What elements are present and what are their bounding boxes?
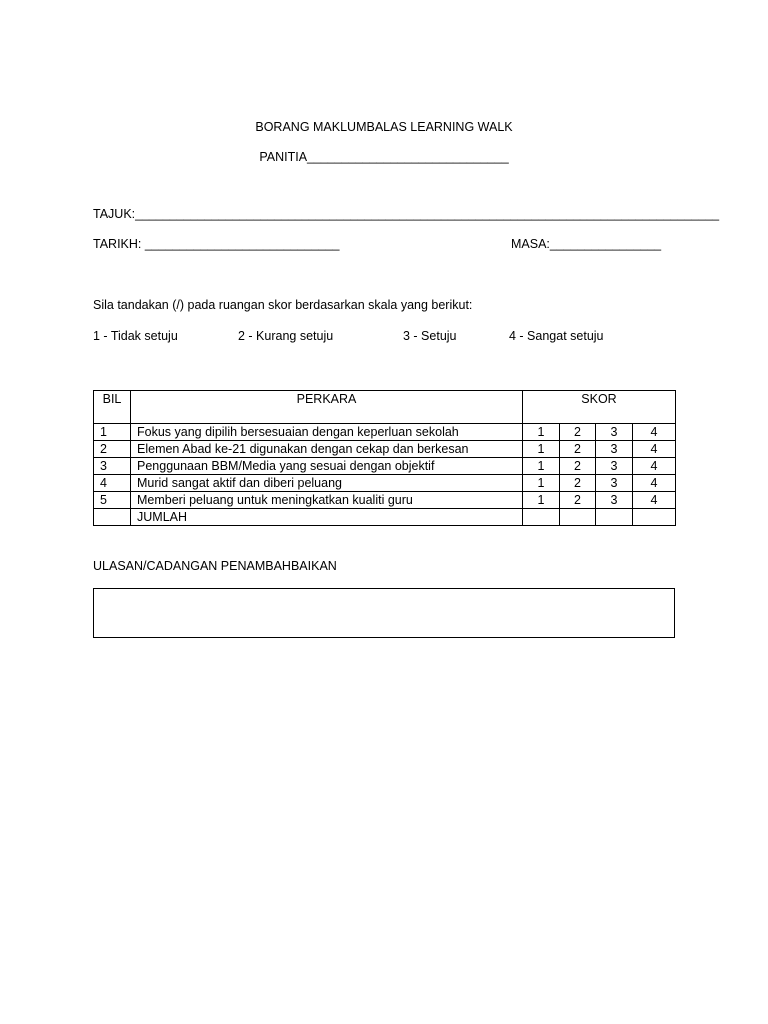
row-item: Fokus yang dipilih bersesuaian dengan keperluan sekolah [131, 424, 523, 441]
total-score-3[interactable] [596, 509, 633, 526]
score-option-1[interactable]: 1 [523, 475, 560, 492]
table-row [94, 458, 676, 475]
score-option-4[interactable]: 4 [633, 441, 676, 458]
table-total-row [94, 509, 676, 526]
table-row [94, 424, 676, 441]
score-option-4[interactable]: 4 [633, 458, 676, 475]
total-label: JUMLAH [131, 509, 523, 526]
score-option-1[interactable]: 1 [523, 441, 560, 458]
scale-item-1: 1 - Tidak setuju [93, 329, 178, 343]
row-item: Memberi peluang untuk meningkatkan kualiti guru [131, 492, 523, 509]
scale-item-2: 2 - Kurang setuju [238, 329, 334, 343]
row-number: 1 [94, 424, 131, 441]
table-header-row [94, 391, 676, 424]
total-score-1[interactable] [523, 509, 560, 526]
score-option-4[interactable]: 4 [633, 424, 676, 441]
tajuk-field[interactable]: TAJUK:____________________________________________________________________________________ [93, 207, 720, 221]
form-title: BORANG MAKLUMBALAS LEARNING WALK [255, 120, 513, 134]
table-row [94, 441, 676, 458]
row-number: 4 [94, 475, 131, 492]
column-header-skor: SKOR [523, 391, 676, 424]
comments-box[interactable] [93, 588, 675, 638]
score-option-3[interactable]: 3 [596, 441, 633, 458]
row-number: 3 [94, 458, 131, 475]
score-option-2[interactable]: 2 [560, 492, 596, 509]
score-option-4[interactable]: 4 [633, 475, 676, 492]
evaluation-table [93, 390, 676, 526]
score-option-1[interactable]: 1 [523, 458, 560, 475]
instructions-text: Sila tandakan (/) pada ruangan skor berdasarkan skala yang berikut: [93, 298, 473, 312]
row-item: Penggunaan BBM/Media yang sesuai dengan objektif [131, 458, 523, 475]
score-option-2[interactable]: 2 [560, 475, 596, 492]
table-row [94, 475, 676, 492]
panitia-field[interactable]: PANITIA_____________________________ [259, 150, 509, 164]
row-item: Elemen Abad ke-21 digunakan dengan cekap dan berkesan [131, 441, 523, 458]
column-header-bil: BIL [94, 391, 131, 424]
score-option-1[interactable]: 1 [523, 424, 560, 441]
table-row [94, 492, 676, 509]
scale-item-3: 3 - Setuju [403, 329, 457, 343]
score-option-3[interactable]: 3 [596, 475, 633, 492]
total-score-4[interactable] [633, 509, 676, 526]
score-option-4[interactable]: 4 [633, 492, 676, 509]
score-option-3[interactable]: 3 [596, 492, 633, 509]
score-option-2[interactable]: 2 [560, 424, 596, 441]
comments-label: ULASAN/CADANGAN PENAMBAHBAIKAN [93, 559, 337, 573]
total-score-2[interactable] [560, 509, 596, 526]
row-number: 2 [94, 441, 131, 458]
score-option-2[interactable]: 2 [560, 441, 596, 458]
masa-field[interactable]: MASA:________________ [511, 237, 662, 251]
score-option-3[interactable]: 3 [596, 424, 633, 441]
column-header-perkara: PERKARA [131, 391, 523, 424]
score-option-1[interactable]: 1 [523, 492, 560, 509]
tarikh-field[interactable]: TARIKH: ____________________________ [93, 237, 340, 251]
score-option-2[interactable]: 2 [560, 458, 596, 475]
score-option-3[interactable]: 3 [596, 458, 633, 475]
scale-item-4: 4 - Sangat setuju [509, 329, 604, 343]
row-number: 5 [94, 492, 131, 509]
row-item: Murid sangat aktif dan diberi peluang [131, 475, 523, 492]
total-row-number [94, 509, 131, 526]
